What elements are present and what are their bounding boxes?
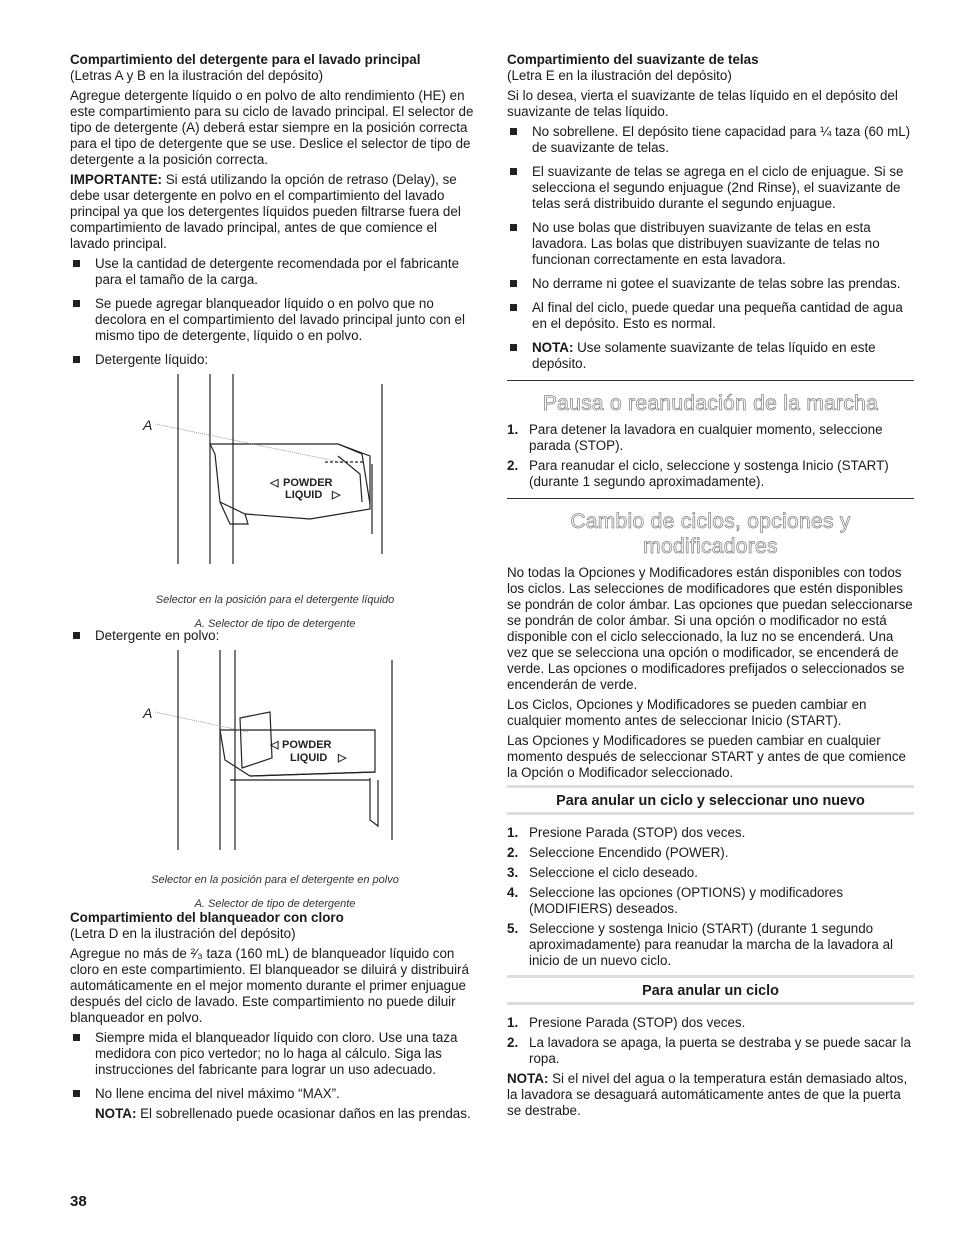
cancel-new-heading: Para anular un ciclo y seleccionar uno nuevo xyxy=(556,793,865,809)
note-text: Use solamente suavizante de telas líquido en este depósito. xyxy=(532,340,876,371)
softener-paragraph: Si lo desea, vierta el suavizante de telas líquido en el depósito del suavizante de telas líquido. xyxy=(507,88,898,119)
right-arrow-icon: ▷ xyxy=(332,489,341,501)
list-item: No use bolas que distribuyen suavizante de telas en esta lavadora. Las bolas que distribuyen suavizante de telas no funcionan correctamente en esta lavadora. xyxy=(507,220,914,268)
bleach-subtitle: (Letra D en la ilustración del depósito) xyxy=(70,926,296,941)
list-item: Detergente en polvo: xyxy=(70,628,480,644)
selector-letter-a: A xyxy=(143,417,153,433)
powder-label: POWDER xyxy=(282,739,332,751)
note-label: NOTA: xyxy=(532,340,574,355)
change-paragraph-1: No todas la Opciones y Modificadores están disponibles con todos los ciclos. Las selecciones de modificadores que estén disponibles se pondrán de color ámbar. Las opciones que puedan seleccionarse se pondrán de color ámbar. Si una opción o modificador no está disponible con el ciclo seleccionado, la luz no se encenderá. Una vez que se selecciona una opción o modificador, se encenderá de verde. Las opciones o modificadores prefijados o seleccionados se encenderán de verde. xyxy=(507,565,913,692)
dotted-divider xyxy=(507,975,914,978)
cancel-heading: Para anular un ciclo xyxy=(642,983,779,999)
right-arrow-icon: ▷ xyxy=(338,752,347,764)
powder-selector-illustration xyxy=(70,650,480,868)
main-wash-bullets xyxy=(70,256,480,368)
powder-label: POWDER xyxy=(283,477,333,489)
list-item: 5. Seleccione y sostenga Inicio (START) (durante 1 segundo aproximadamente) para reanudar la marcha de la lavadora al inicio de un nuevo ciclo. xyxy=(507,921,893,968)
note-label: NOTA: xyxy=(507,1071,549,1086)
list-item: Siempre mida el blanqueador líquido con cloro. Use una taza medidora con pico vertedor; no lo haga al cálculo. Siga las instrucciones del fabricante para lograr un uso adecuado. xyxy=(70,1030,480,1078)
softener-heading: Compartimiento del suavizante de telas xyxy=(507,52,759,67)
change-heading-line2: modificadores xyxy=(643,535,778,558)
note-text: Si el nivel del agua o la temperatura están demasiado altos, la lavadora se desaguará automáticamente antes de que la puerta se destrabe. xyxy=(507,1071,908,1118)
page-number: 38 xyxy=(70,1193,87,1210)
left-column xyxy=(70,52,480,1126)
section-divider xyxy=(507,498,914,499)
pause-heading: Pausa o reanudación de la marcha xyxy=(542,392,879,415)
selector-letter-a: A xyxy=(143,705,153,721)
list-item: Se puede agregar blanqueador líquido o en polvo que no decolora en el compartimiento del lavado principal junto con el mismo tipo de detergente, líquido o en polvo. xyxy=(70,296,480,344)
powder-bullet-list xyxy=(70,628,480,644)
list-item: No llene encima del nivel máximo “MAX”. xyxy=(70,1086,480,1102)
pause-steps xyxy=(507,422,914,490)
bleach-note xyxy=(70,1106,480,1122)
list-item: Al final del ciclo, puede quedar una pequeña cantidad de agua en el depósito. Esto es normal. xyxy=(507,300,914,332)
dotted-divider xyxy=(507,812,914,815)
list-item: 3. Seleccione el ciclo deseado. xyxy=(507,865,698,880)
section-divider xyxy=(507,380,914,381)
dotted-divider xyxy=(507,1002,914,1005)
list-item: No derrame ni gotee el suavizante de telas sobre las prendas. xyxy=(507,276,914,292)
liquid-label: LIQUID xyxy=(285,489,323,501)
list-item: 2. Para reanudar el ciclo, seleccione y sostenga Inicio (START) (durante 1 segundo aproximadamente). xyxy=(507,458,889,489)
cancel-steps xyxy=(507,1015,914,1067)
left-arrow-icon: ◁ xyxy=(270,477,279,489)
liquid-selector-figure xyxy=(70,374,480,630)
figure-caption-legend: A. Selector de tipo de detergente xyxy=(194,618,356,630)
bleach-heading: Compartimiento del blanqueador con cloro xyxy=(70,910,344,925)
list-item: 2. La lavadora se apaga, la puerta se destraba y se puede sacar la ropa. xyxy=(507,1035,911,1066)
list-item: 2. Seleccione Encendido (POWER). xyxy=(507,845,729,860)
list-item: No sobrellene. El depósito tiene capacidad para ¼ taza (60 mL) de suavizante de telas. xyxy=(507,124,914,156)
change-paragraph-2: Los Ciclos, Opciones y Modificadores se pueden cambiar en cualquier momento antes de seleccionar Inicio (START). xyxy=(507,697,867,728)
figure-caption-legend: A. Selector de tipo de detergente xyxy=(194,898,356,910)
figure-caption: Selector en la posición para el detergente líquido xyxy=(155,594,395,606)
note-text: El sobrellenado puede ocasionar daños en las prendas. xyxy=(136,1106,471,1121)
list-item: El suavizante de telas se agrega en el ciclo de enjuague. Si se selecciona el segundo enjuague (2nd Rinse), el suavizante de telas será distribuido durante el segundo enjuague. xyxy=(507,164,914,212)
list-item: Use la cantidad de detergente recomendada por el fabricante para el tamaño de la carga. xyxy=(70,256,480,288)
list-item: Detergente líquido: xyxy=(70,352,480,368)
bleach-paragraph: Agregue no más de ²⁄₃ taza (160 mL) de blanqueador líquido con cloro en este compartimiento. El blanqueador se diluirá y distribuirá automáticamente en el mejor momento durante el primer enjuague después del ciclo de lavado. Este compartimiento no puede diluir blanqueador en polvo. xyxy=(70,946,469,1025)
main-wash-paragraph: Agregue detergente líquido o en polvo de alto rendimiento (HE) en este compartimiento para su ciclo de lavado principal. El selector de tipo de detergente (A) deberá estar siempre en la posición correcta para el tipo de detergente que se use. Deslice el selector de tipo de detergente a la posición correcta. xyxy=(70,88,474,167)
softener-subtitle: (Letra E en la ilustración del depósito) xyxy=(507,68,732,83)
important-text: Si está utilizando la opción de retraso (Delay), se debe usar detergente en polvo en el compartimiento del lavado principal ya que los detergentes líquidos pueden filtrarse fuera del compartimiento de lavado principal, antes de que comience el lavado principal. xyxy=(70,172,461,251)
change-paragraph-3: Las Opciones y Modificadores se pueden cambiar en cualquier momento después de seleccionar START y antes de que comience la Opción o Modificador seleccionado. xyxy=(507,733,906,780)
change-heading-line1: Cambio de ciclos, opciones y xyxy=(570,510,851,533)
important-paragraph xyxy=(70,172,480,252)
note-label: NOTA: xyxy=(95,1106,137,1121)
list-item xyxy=(507,340,914,372)
cancel-note xyxy=(507,1071,914,1119)
important-label: IMPORTANTE: xyxy=(70,172,162,187)
main-wash-heading: Compartimiento del detergente para el lavado principal xyxy=(70,52,421,67)
softener-bullets xyxy=(507,124,914,372)
figure-caption: Selector en la posición para el detergente en polvo xyxy=(151,874,399,886)
list-item: 1. Presione Parada (STOP) dos veces. xyxy=(507,1015,746,1030)
list-item: 1. Para detener la lavadora en cualquier momento, seleccione parada (STOP). xyxy=(507,422,883,453)
left-arrow-icon: ◁ xyxy=(270,739,279,751)
list-item: 4. Seleccione las opciones (OPTIONS) y modificadores (MODIFIERS) deseados. xyxy=(507,885,844,916)
list-item: 1. Presione Parada (STOP) dos veces. xyxy=(507,825,746,840)
right-column xyxy=(507,52,914,1123)
liquid-selector-illustration xyxy=(70,374,480,588)
cancel-new-steps xyxy=(507,825,914,969)
powder-selector-figure xyxy=(70,650,480,910)
dotted-divider xyxy=(507,785,914,788)
liquid-label: LIQUID xyxy=(290,752,328,764)
bleach-bullets xyxy=(70,1030,480,1102)
main-wash-subtitle: (Letras A y B en la ilustración del depósito) xyxy=(70,68,324,83)
